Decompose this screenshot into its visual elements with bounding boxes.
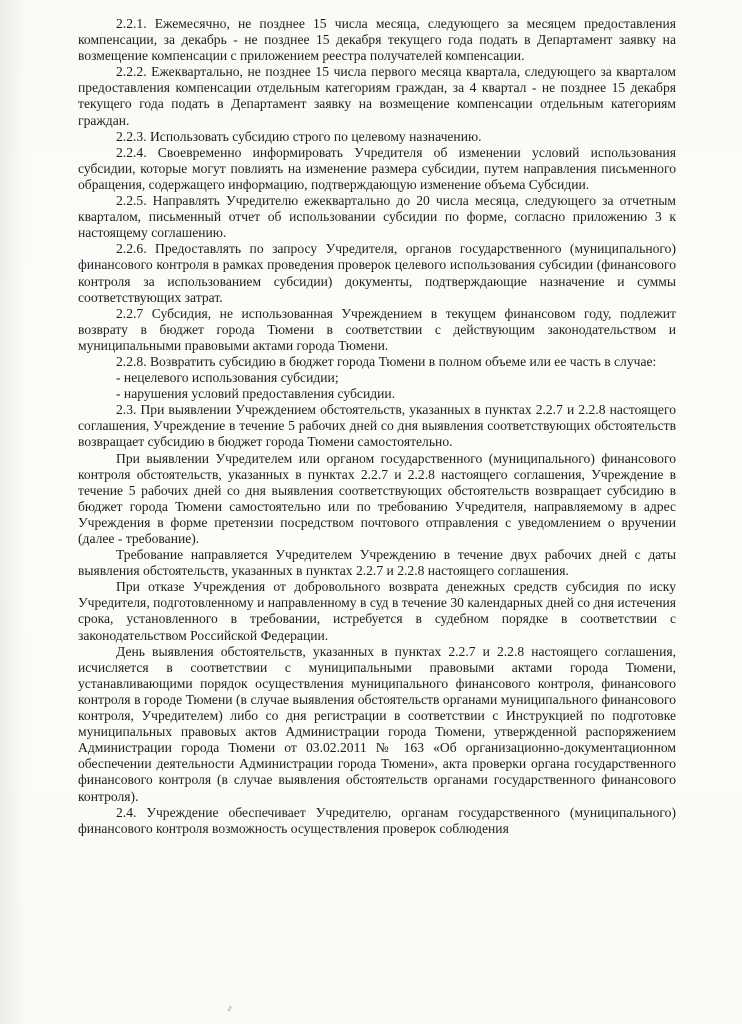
list-item: - нарушения условий предоставления субсидии. bbox=[116, 386, 396, 402]
paragraph-2-2-7: 2.2.7 Субсидия, не использованная Учреждением в текущем финансовом году, подлежит возврату в бюджет города Тюмени в соответствии с действующим законодательством и муниципальными правовыми актами города Тюмени. bbox=[78, 305, 676, 353]
paragraph-2-2-2: 2.2.2. Ежеквартально, не позднее 15 числа первого месяца квартала, следующего за кварталом предоставления компенсации отдельным категориям граждан, за 4 квартал - не позднее 15 декабря текущего года подать в Департамент заявку на возмещение компенсации отдельным категориям граждан. bbox=[78, 64, 676, 128]
paragraph-2-2-1: 2.2.1. Ежемесячно, не позднее 15 числа месяца, следующего за месяцем предоставления компенсации, за декабрь - не позднее 15 декабря текущего года подать в Департамент заявку на возмещение компенсации с приложением реестра получателей компенсации. bbox=[78, 16, 676, 64]
paragraph-2-3: 2.3. При выявлении Учреждением обстоятельств, указанных в пунктах 2.2.7 и 2.2.8 настоящего соглашения, Учреждение в течение 5 рабочих дней со дня выявления соответствующих обстоятельств возвращает субсидию в бюджет города Тюмени самостоятельно. bbox=[78, 402, 676, 450]
paragraph-2-2-4: 2.2.4. Своевременно информировать Учредителя об изменении условий использования субсидии, которые могут повлиять на изменение размера субсидии, путем направления письменного обращения, содержащего информацию, подтверждающую изменение объема Субсидии. bbox=[78, 144, 676, 192]
paragraph-2-4: 2.4. Учреждение обеспечивает Учредителю, органам государственного (муниципального) финансового контроля возможность осуществления проверок соблюдения bbox=[78, 804, 676, 836]
paragraph-2-2-8: 2.2.8. Возвратить субсидию в бюджет города Тюмени в полном объеме или ее часть в случае: bbox=[116, 353, 657, 369]
paragraph-founder-detection: При выявлении Учредителем или органом государственного (муниципального) финансового контроля обстоятельств, указанных в пунктах 2.2.7 и 2.2.8 настоящего соглашения, Учреждение в течение 5 рабочих дней со дня выявления соответствующих обстоятельств возвращает субсидию в бюджет города Тюмени самостоятельно или по требованию Учредителя, направляемому в адрес Учреждения в форме претензии посредством почтового отправления с уведомлением о вручении (далее - требование). bbox=[78, 450, 676, 546]
paragraph-2-2-6: 2.2.6. Предоставлять по запросу Учредителя, органов государственного (муниципального) финансового контроля в рамках проведения проверок целевого использования субсидии (финансового контроля за использованием субсидии) документы, подтверждающие назначение и суммы соответствующих затрат. bbox=[78, 241, 676, 305]
paragraph-2-2-3: 2.2.3. Использовать субсидию строго по целевому назначению. bbox=[116, 128, 482, 144]
paragraph-detection-day: День выявления обстоятельств, указанных в пунктах 2.2.7 и 2.2.8 настоящего соглашения, исчисляется в соответствии с муниципальными правовыми актами города Тюмени, устанавливающими порядок осуществления муниципального финансового контроля, финансового контроля в городе Тюмени (в случае выявления обстоятельств органами муниципального финансового контроля, Учредителем) либо со дня регистрации в соответствии с Инструкцией по подготовке муниципальных правовых актов Администрации города Тюмени, утвержденной распоряжением Администрации города Тюмени от 03.02.2011 № 163 «Об организационно-документационном обеспечении деятельности Администрации города Тюмени», акта проверки органа государственного финансового контроля (в случае выявления обстоятельств органами государственного финансового контроля). bbox=[78, 643, 676, 804]
paragraph-requirement: Требование направляется Учредителем Учреждению в течение двух рабочих дней с даты выявления обстоятельств, указанных в пунктах 2.2.7 и 2.2.8 настоящего соглашения. bbox=[78, 547, 676, 579]
list-item: - нецелевого использования субсидии; bbox=[116, 370, 339, 386]
paragraph-refusal: При отказе Учреждения от добровольного возврата денежных средств субсидия по иску Учредителя, подготовленному и направленному в суд в течение 30 календарных дней со дня истечения срока, установленного в требовании, истребуется в судебном порядке в соответствии с законодательством Российской Федерации. bbox=[78, 579, 676, 643]
paragraph-2-2-5: 2.2.5. Направлять Учредителю ежеквартально до 20 числа месяца, следующего за отчетным кварталом, письменный отчет об использовании субсидии по форме, согласно приложению 3 к настоящему соглашению. bbox=[78, 193, 676, 241]
page-mark: г bbox=[228, 1003, 232, 1013]
